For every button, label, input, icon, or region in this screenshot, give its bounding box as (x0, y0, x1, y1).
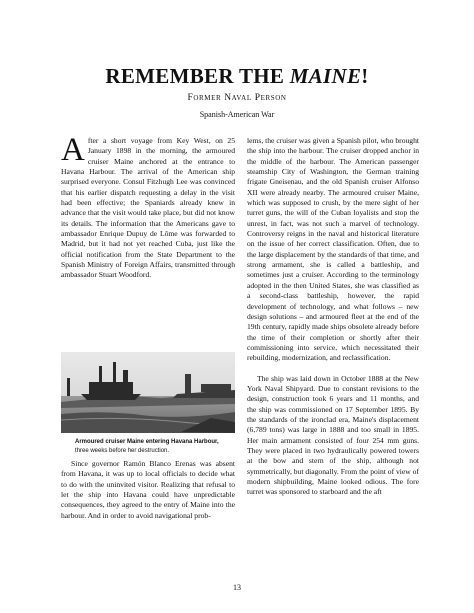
body-paragraph: The ship was laid down in October 1888 at the New York Naval Shipyard. Due to constant revisions to the design, construction took 6 years and 11 months, and the ship was commissioned on 17 September 1895. By the standards of the ironclad era, Maine's displacement (6,789 tons) was large in 1888 and too small in 1895. Her main armament consisted of four 254 mm guns. They were placed in two hydraulically powered towers at the bow and stern of the ship, although not symmetrically, but diagonally. From the point of view of modern shipbuilding, Maine looked odious. The fore turret was sponsored to starboard and the aft (247, 373, 419, 497)
left-column-top (61, 132, 235, 281)
maine-harbour-photo (61, 352, 235, 433)
photo-caption: Armoured cruiser Maine entering Havana Harbour, three weeks before her destruction. (75, 439, 219, 454)
article-subtitle: Spanish-American War (199, 110, 275, 119)
body-paragraph: Since governor Ramón Blanco Erenas was absent from Havana, it was up to local officials to decide what to do with the uninvited visitor. Realizing that refusal to let the ship into Havana could have unpredictable consequences, they agreed to the entry of Maine into the harbour. And in order to avoid navigational prob- (61, 459, 235, 520)
article-title: REMEMBER THE MAINE! (105, 64, 369, 88)
intro-paragraph: After a short voyage from Key West, on 25 January 1898 in the morning, the armoured cruiser Maine anchored at the entrance to Havana Harbour. The arrival of the American ship surprised everyone. Consul Fitzhugh Lee was convinced that his earlier dispatch requesting a delay in the visit had been effective; the Spaniards already knew in advance that the visit would take place, but did not know its details. The information that the Americans gave to ambassador Enrique Dupuy de Lôme was forwarded to Madrid, but it had not yet reached Cuba, just like the official notification from the State Department to the Spanish Ministry of Foreign Affairs, transmitted through ambassador Stuart Woodford. (61, 132, 235, 280)
body-paragraph: lems, the cruiser was given a Spanish pilot, who brought the ship into the harbour. The cruiser dropped anchor in the middle of the harbour. The American passenger steamship City of Washington, the German training frigate Gneisenau, and the old Spanish cruiser Alfonso XII were already nearby. The armoured cruiser Maine, which was supposed to crush, by the mere sight of her turret guns, the will of the Cuban loyalists and stop the unrest, in fact, was not such a marvel of technology. Controversy reigns in the naval and historical literature on the issue of her correct classification. Often, due to the large displacement by the standards of that time, and strong armament, she is called a battleship, and sometimes just a cruiser. According to the terminology adopted in the then United States, she was classified as a second-class battleship, however, the rapid development of technology, and what follows – new design solutions – and armoured fleet at the end of the 19th century, rapidly made ships obsolete already before the time of their completion or shortly after their commissioning into service, which necessitated their rebuilding, modernization, and reclassification. (247, 136, 419, 363)
author-line: Former Naval Person (187, 93, 287, 103)
left-column-bottom (61, 459, 235, 521)
drop-cap: A (61, 132, 85, 168)
right-column (247, 136, 419, 498)
page-number: 13 (233, 583, 241, 592)
